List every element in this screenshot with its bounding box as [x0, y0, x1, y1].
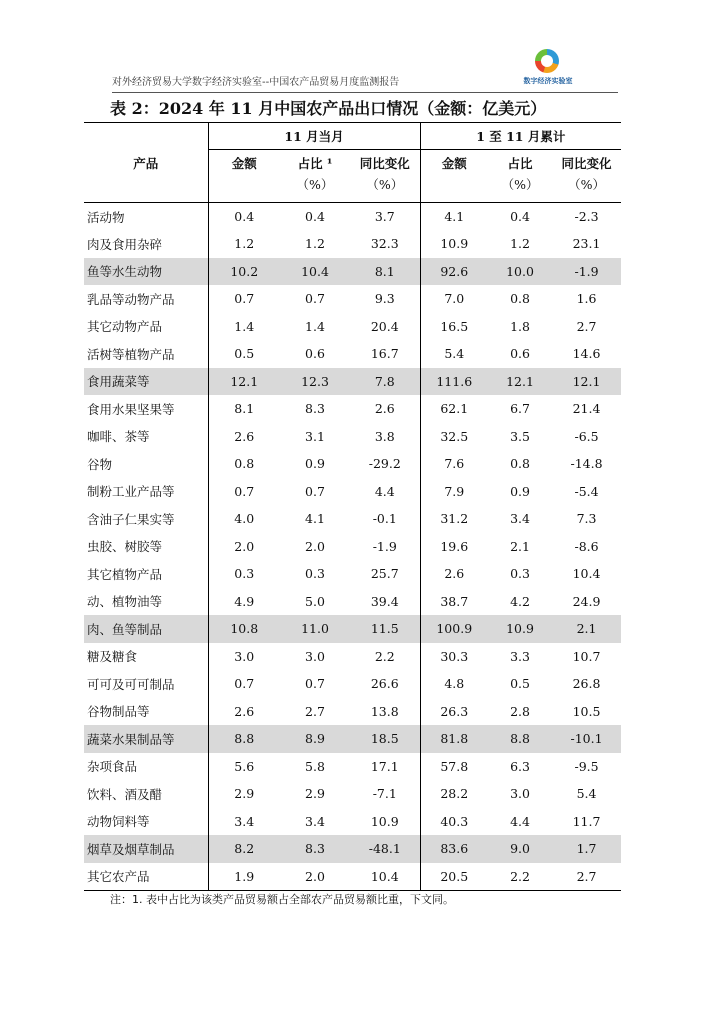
value-cell: 0.4 [234, 209, 255, 224]
value-cell: 39.4 [350, 588, 420, 616]
value-cell: 2.6 [234, 703, 255, 719]
column-header-label: 占比 ¹ [297, 156, 333, 171]
product-name-cell: 动、植物油等 [84, 588, 208, 616]
value-cell: 5.4 [444, 346, 465, 362]
value-cell: 0.7 [305, 483, 325, 499]
value-cell: 8.1 [350, 258, 420, 286]
table-title: 表 2：2024 年 11 月中国农产品出口情况（金额：亿美元） [110, 99, 547, 118]
product-name-cell: 鱼等水生动物 [84, 258, 208, 286]
value-cell: 10.9 [350, 808, 420, 836]
value-cell: 1.6 [576, 291, 597, 307]
product-name-cell: 其它植物产品 [84, 560, 208, 588]
value-cell: 7.9 [444, 483, 465, 499]
value-cell: 4.4 [510, 813, 530, 829]
column-header [552, 150, 621, 203]
table-row [84, 560, 621, 588]
value-cell: 12.1 [552, 368, 621, 396]
value-cell: 1.9 [208, 863, 280, 891]
product-name-cell: 肉及食用杂碎 [84, 230, 208, 258]
product-name-cell: 杂项食品 [84, 753, 208, 781]
value-cell: -48.1 [350, 835, 420, 863]
value-cell: 28.2 [440, 786, 469, 802]
value-cell: 3.3 [510, 648, 530, 664]
value-cell: 30.3 [440, 648, 469, 664]
product-name-cell: 动物饲料等 [84, 808, 208, 836]
value-cell: -6.5 [574, 428, 599, 444]
value-cell: 8.1 [234, 401, 255, 417]
value-cell: 0.3 [234, 566, 255, 582]
value-cell: 5.0 [305, 593, 325, 609]
table-row [84, 863, 621, 891]
export-table [84, 122, 621, 891]
value-cell: 0.9 [305, 456, 325, 472]
column-header [280, 150, 350, 203]
value-cell: 10.0 [488, 258, 552, 286]
value-cell: 2.0 [234, 538, 255, 554]
value-cell: -1.9 [350, 533, 420, 561]
value-cell: 24.9 [572, 593, 601, 609]
table-row [84, 450, 621, 478]
group-header-row [84, 123, 621, 150]
value-cell: 31.2 [440, 511, 469, 527]
value-cell: 10.4 [572, 566, 601, 582]
value-cell: 26.8 [572, 676, 601, 692]
value-cell: 7.3 [576, 511, 597, 527]
value-cell: 6.3 [510, 758, 530, 774]
column-header-label: 同比变化 [561, 156, 612, 171]
logo-globe-icon [535, 49, 559, 73]
value-cell: 12.1 [488, 368, 552, 396]
value-cell: 0.5 [510, 676, 530, 692]
value-cell: 9.0 [488, 835, 552, 863]
value-cell: -1.9 [552, 258, 621, 286]
product-name-cell: 烟草及烟草制品 [84, 835, 208, 863]
column-header [208, 150, 280, 203]
value-cell: 1.2 [234, 236, 255, 252]
value-cell: 0.8 [510, 456, 530, 472]
value-cell: 2.7 [305, 703, 325, 719]
value-cell: -2.3 [574, 209, 599, 224]
value-cell: 81.8 [420, 725, 488, 753]
value-cell: 0.7 [305, 291, 325, 307]
product-name-cell: 食用水果坚果等 [84, 395, 208, 423]
value-cell: 0.3 [510, 566, 530, 582]
value-cell: 92.6 [420, 258, 488, 286]
value-cell: 3.5 [510, 428, 530, 444]
value-cell: 1.8 [510, 318, 530, 334]
value-cell: 3.7 [350, 203, 420, 231]
value-cell: 83.6 [420, 835, 488, 863]
value-cell: 10.4 [350, 863, 420, 891]
value-cell: 0.4 [305, 209, 325, 224]
table-row [84, 643, 621, 671]
value-cell: 4.2 [510, 593, 530, 609]
product-name-cell: 活树等植物产品 [84, 340, 208, 368]
value-cell: 2.2 [488, 863, 552, 891]
value-cell: 0.7 [305, 676, 325, 692]
table-row [84, 230, 621, 258]
value-cell: 0.8 [510, 291, 530, 307]
value-cell: 21.4 [572, 401, 601, 417]
value-cell: 2.0 [305, 538, 325, 554]
value-cell: 111.6 [420, 368, 488, 396]
product-name-cell: 其它动物产品 [84, 313, 208, 341]
value-cell: 0.7 [234, 676, 255, 692]
value-cell: 14.6 [572, 346, 601, 362]
product-name-cell: 咖啡、茶等 [84, 423, 208, 451]
column-header [488, 150, 552, 203]
value-cell: 1.2 [510, 236, 530, 252]
product-name-cell: 食用蔬菜等 [84, 368, 208, 396]
value-cell: 17.1 [350, 753, 420, 781]
value-cell: 0.7 [234, 483, 255, 499]
product-name-cell: 虫胶、树胶等 [84, 533, 208, 561]
value-cell: 0.6 [510, 346, 530, 362]
value-cell: 7.8 [350, 368, 420, 396]
column-header-unit: （%） [568, 177, 605, 192]
value-cell: 100.9 [420, 615, 488, 643]
value-cell: -5.4 [574, 483, 599, 499]
table-row [84, 478, 621, 506]
column-header [420, 150, 488, 203]
value-cell: -7.1 [350, 780, 420, 808]
value-cell: 62.1 [440, 401, 469, 417]
value-cell: 20.4 [350, 313, 420, 341]
value-cell: 8.3 [305, 401, 325, 417]
value-cell: -29.2 [350, 450, 420, 478]
table-row [84, 698, 621, 726]
value-cell: 10.7 [572, 648, 601, 664]
value-cell: 2.7 [576, 318, 597, 334]
value-cell: 1.4 [234, 318, 255, 334]
product-name-cell: 其它农产品 [84, 863, 208, 891]
column-header-unit: （%） [296, 177, 334, 192]
product-name-cell: 活动物 [84, 203, 208, 231]
table-row [84, 780, 621, 808]
page-header-text: 对外经济贸易大学数字经济实验室--中国农产品贸易月度监测报告 [112, 77, 400, 88]
value-cell: 10.5 [572, 703, 601, 719]
value-cell: 2.0 [280, 863, 350, 891]
month-group-header: 11 月当月 [208, 123, 420, 150]
value-cell: 7.0 [444, 291, 465, 307]
value-cell: 5.8 [305, 758, 325, 774]
value-cell: 0.5 [234, 346, 255, 362]
value-cell: 4.4 [350, 478, 420, 506]
table-row [84, 615, 621, 643]
value-cell: 32.3 [350, 230, 420, 258]
value-cell: 16.5 [440, 318, 469, 334]
value-cell: 2.9 [234, 786, 255, 802]
value-cell: 0.9 [510, 483, 530, 499]
value-cell: 0.4 [510, 209, 530, 224]
value-cell: 2.1 [510, 538, 530, 554]
table-row [84, 203, 621, 231]
value-cell: 2.7 [552, 863, 621, 891]
table-body [84, 203, 621, 891]
value-cell: 0.8 [234, 456, 255, 472]
value-cell: 16.7 [350, 340, 420, 368]
table-row [84, 258, 621, 286]
value-cell: 2.6 [444, 566, 465, 582]
value-cell: -14.8 [570, 456, 603, 472]
value-cell: 8.8 [488, 725, 552, 753]
value-cell: 2.1 [552, 615, 621, 643]
value-cell: 23.1 [572, 236, 601, 252]
value-cell: 2.6 [350, 395, 420, 423]
value-cell: -10.1 [552, 725, 621, 753]
value-cell: 3.4 [510, 511, 530, 527]
value-cell: -9.5 [574, 758, 599, 774]
product-name-cell: 含油子仁果实等 [84, 505, 208, 533]
value-cell: 8.2 [208, 835, 280, 863]
value-cell: 3.1 [305, 428, 325, 444]
value-cell: 10.9 [440, 236, 469, 252]
column-header-unit: （%） [366, 177, 404, 192]
column-header-unit: （%） [501, 177, 539, 192]
value-cell: 1.4 [305, 318, 325, 334]
table-row [84, 588, 621, 616]
column-header-label: 金额 [231, 156, 257, 171]
value-cell: 3.8 [350, 423, 420, 451]
table-row [84, 285, 621, 313]
value-cell: 2.6 [234, 428, 255, 444]
value-cell: 9.3 [350, 285, 420, 313]
value-cell: 0.6 [305, 346, 325, 362]
value-cell: 10.9 [488, 615, 552, 643]
value-cell: 3.4 [305, 813, 325, 829]
value-cell: 3.0 [305, 648, 325, 664]
value-cell: 3.0 [510, 786, 530, 802]
value-cell: 26.3 [440, 703, 469, 719]
value-cell: 7.6 [444, 456, 465, 472]
value-cell: 0.3 [305, 566, 325, 582]
value-cell: 11.5 [350, 615, 420, 643]
table-row [84, 340, 621, 368]
value-cell: 5.4 [576, 786, 597, 802]
product-name-cell: 可可及可可制品 [84, 670, 208, 698]
value-cell: 13.8 [350, 698, 420, 726]
table-row [84, 505, 621, 533]
value-cell: 10.4 [280, 258, 350, 286]
table-row [84, 725, 621, 753]
table-row [84, 313, 621, 341]
value-cell: 0.7 [234, 291, 255, 307]
value-cell: 11.7 [572, 813, 601, 829]
product-name-cell: 谷物 [84, 450, 208, 478]
value-cell: 19.6 [440, 538, 469, 554]
value-cell: -0.1 [350, 505, 420, 533]
product-column-header: 产品 [84, 123, 208, 203]
cumulative-group-header: 1 至 11 月累计 [420, 123, 621, 150]
product-name-cell: 饮料、酒及醋 [84, 780, 208, 808]
product-name-cell: 肉、鱼等制品 [84, 615, 208, 643]
value-cell: 12.3 [280, 368, 350, 396]
table-row [84, 753, 621, 781]
column-header-label: 同比变化 [359, 156, 410, 171]
value-cell: 10.2 [208, 258, 280, 286]
value-cell: 25.7 [350, 560, 420, 588]
value-cell: 3.4 [234, 813, 255, 829]
table-row [84, 368, 621, 396]
value-cell: 10.8 [208, 615, 280, 643]
table-row [84, 835, 621, 863]
value-cell: 20.5 [420, 863, 488, 891]
product-name-cell: 制粉工业产品等 [84, 478, 208, 506]
product-name-cell: 糖及糖食 [84, 643, 208, 671]
value-cell: -8.6 [574, 538, 599, 554]
value-cell: 2.2 [350, 643, 420, 671]
column-header-label: 金额 [441, 156, 467, 171]
value-cell: 38.7 [440, 593, 469, 609]
lab-logo [522, 49, 574, 87]
footnote: 注：1. 表中占比为该类产品贸易额占全部农产品贸易额比重，下文同。 [110, 893, 454, 906]
value-cell: 2.9 [305, 786, 325, 802]
column-header-label: 占比 [507, 156, 533, 171]
value-cell: 40.3 [440, 813, 469, 829]
value-cell: 8.9 [280, 725, 350, 753]
product-name-cell: 谷物制品等 [84, 698, 208, 726]
value-cell: 1.7 [552, 835, 621, 863]
product-name-cell: 蔬菜水果制品等 [84, 725, 208, 753]
value-cell: 32.5 [440, 428, 469, 444]
value-cell: 18.5 [350, 725, 420, 753]
value-cell: 4.9 [234, 593, 255, 609]
table-row [84, 423, 621, 451]
value-cell: 3.0 [234, 648, 255, 664]
value-cell: 12.1 [208, 368, 280, 396]
column-header [350, 150, 420, 203]
value-cell: 1.2 [305, 236, 325, 252]
value-cell: 57.8 [440, 758, 469, 774]
table-row [84, 395, 621, 423]
table-row [84, 533, 621, 561]
value-cell: 8.3 [280, 835, 350, 863]
value-cell: 26.6 [350, 670, 420, 698]
value-cell: 11.0 [280, 615, 350, 643]
table-row [84, 670, 621, 698]
logo-text: 数字经济实验室 [523, 77, 573, 85]
value-cell: 2.8 [510, 703, 530, 719]
value-cell: 4.0 [234, 511, 255, 527]
value-cell: 5.6 [234, 758, 255, 774]
value-cell: 4.8 [444, 676, 465, 692]
value-cell: 8.8 [208, 725, 280, 753]
value-cell: 4.1 [444, 209, 465, 224]
table-row [84, 808, 621, 836]
product-name-cell: 乳品等动物产品 [84, 285, 208, 313]
value-cell: 4.1 [305, 511, 325, 527]
value-cell: 6.7 [510, 401, 530, 417]
